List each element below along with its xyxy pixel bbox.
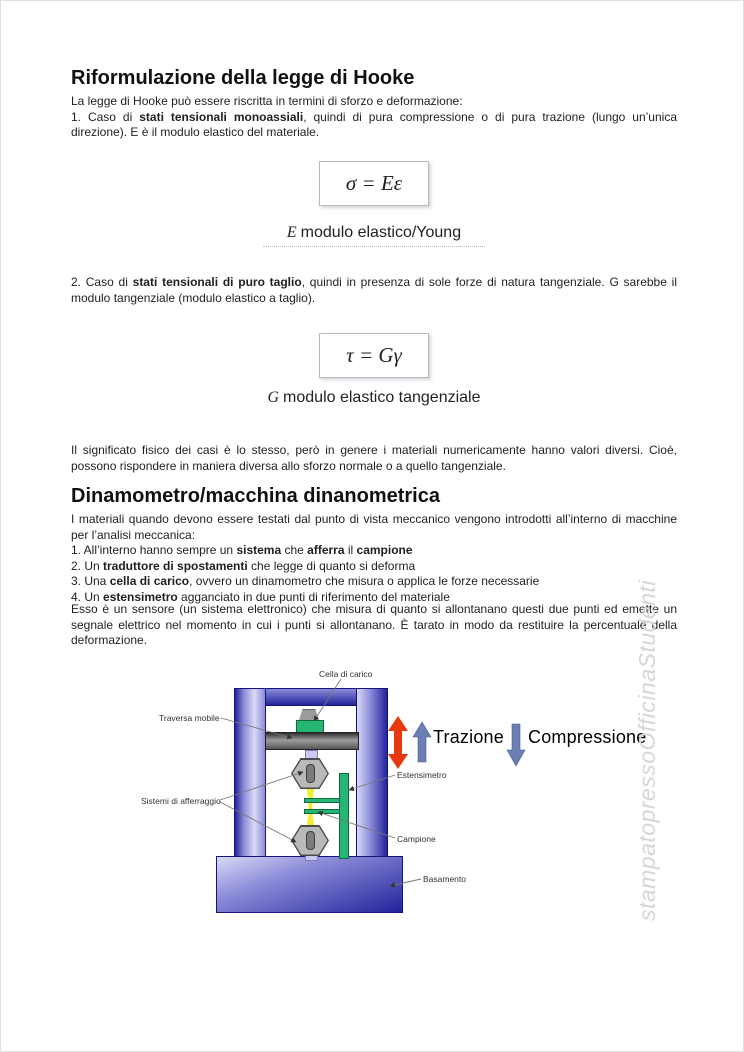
label-grips: Sistemi di afferraggio (141, 796, 221, 806)
formula2-wrapper (71, 333, 677, 378)
paragraph-significato: Il significato fisico dei casi è lo stesso, però in genere i materiali numericamente hanno valori diversi. Cioè, possono rispondere in maniera diversa allo sforzo normale o a quello tangenziale. (71, 443, 677, 473)
paragraph-line: La legge di Hooke può essere riscritta in termini di sforzo e deformazione: (71, 94, 463, 108)
label-base: Basamento (423, 874, 466, 884)
paragraph-estensimetro: Esso è un sensore (un sistema elettronico) che misura di quanto si allontanano questi due punti ed emette un segnale elettrico nel momento in cui i punti si allontanano. È tarato in modo da restituire la percentuale della deformazione. (71, 602, 677, 648)
testing-machine-diagram (141, 666, 653, 931)
machine-parts-list (71, 543, 677, 605)
label-specimen: Campione (397, 834, 436, 844)
label-traction: Trazione (433, 727, 504, 747)
paragraph-case1: 1. Caso di stati tensionali monoassiali, quindi di pura compressione o di pura trazione (lungo un’unica direzione). E è il modulo elastico del materiale. (71, 109, 677, 140)
dotted-rule (263, 246, 485, 247)
double-arrow-icon (388, 716, 408, 769)
compression-down-arrow-icon (507, 724, 525, 766)
paragraph-case2: 2. Caso di stati tensionali di puro taglio, quindi in presenza di sole forze di natura tangenziale. G sarebbe il modulo tangenziale (modulo elastico a taglio). (71, 275, 677, 305)
load-cell-cap (299, 709, 319, 720)
formula-tau: τ = Gγ (319, 333, 429, 378)
extensometer-body (339, 773, 349, 859)
section2-title: Dinamometro/macchina dinanometrica (71, 485, 440, 507)
caption-young-modulus: E modulo elastico/Young (286, 224, 462, 241)
caption1-wrapper (71, 224, 677, 247)
list-item: 4. Un estensimetro agganciato in due punti di riferimento del materiale (71, 589, 450, 604)
traction-up-arrow-icon (413, 722, 431, 762)
machine-base (216, 856, 403, 913)
lower-grip-slot (306, 831, 315, 850)
paragraph-materiali: I materiali quando devono essere testati dal punto di vista meccanico vengono introdotti all’interno di macchine per l’analisi meccanica: (71, 512, 677, 542)
list-item: 2. Un traduttore di spostamenti che legge di quanto si deforma (71, 558, 416, 573)
machine-right-column (356, 688, 388, 858)
label-extensometer: Estensimetro (397, 770, 447, 780)
specimen-sample (303, 784, 318, 830)
formula1-wrapper (71, 161, 677, 206)
paragraph-hooke-intro (71, 94, 677, 141)
section1-title: Riformulazione della legge di Hooke (71, 67, 415, 89)
label-compression: Compressione (528, 727, 647, 747)
upper-stem (305, 750, 318, 759)
list-item: 3. Una cella di carico, ovvero un dinamometro che misura o applica le forze necessarie (71, 574, 540, 589)
caption2-wrapper (71, 389, 677, 407)
label-load-cell: Cella di carico (319, 669, 373, 679)
list-item: 1. All’interno hanno sempre un sistema che afferra il campione (71, 543, 413, 557)
formula-sigma: σ = Eε (319, 161, 429, 206)
label-crossbar: Traversa mobile (159, 713, 220, 723)
caption-shear-modulus: G modulo elastico tangenziale (267, 389, 481, 406)
watermark-text: stampatopressoOfficinaStudenti (634, 579, 660, 921)
machine-left-column (234, 688, 266, 858)
movable-crossbar (265, 732, 359, 750)
upper-grip-slot (306, 764, 315, 783)
